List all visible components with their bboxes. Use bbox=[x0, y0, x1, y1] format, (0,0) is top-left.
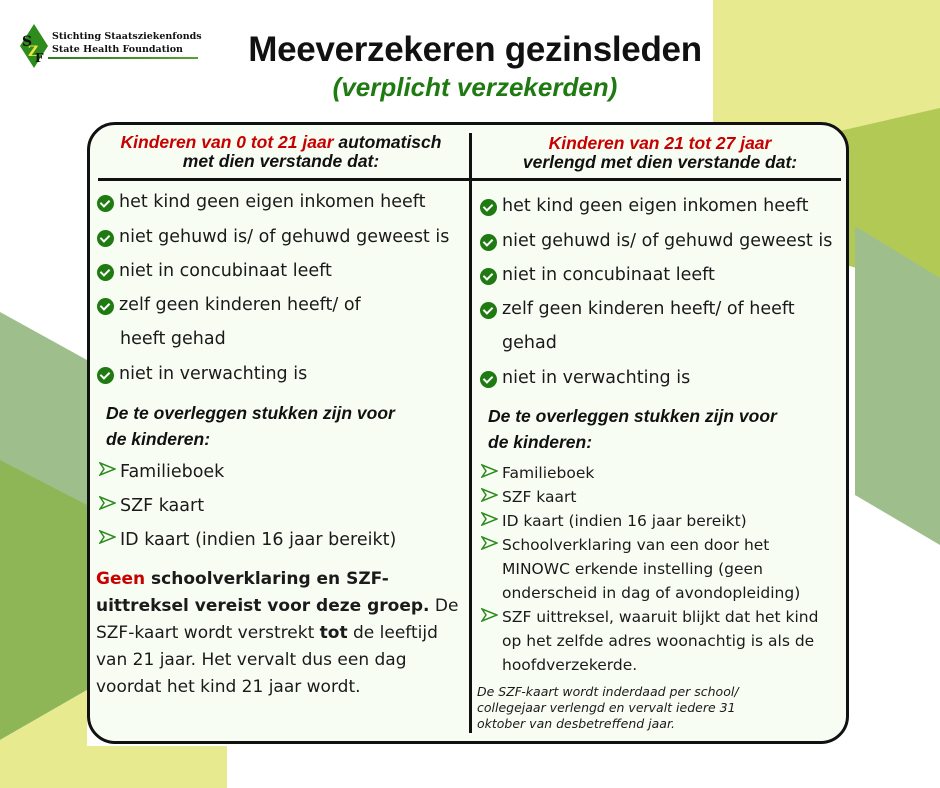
svg-text:F: F bbox=[35, 51, 44, 65]
note-text: De SZF-kaart wordt verstrekt bbox=[96, 596, 459, 643]
document-text: MINOWC erkende instelling (geen bbox=[502, 560, 763, 578]
condition-text: niet gehuwd is/ of gehuwd geweest is bbox=[119, 227, 450, 247]
arrow-right-icon bbox=[481, 512, 498, 526]
logo-underline bbox=[48, 57, 198, 59]
right-heading-condition: verlengd met dien verstande dat: bbox=[522, 152, 798, 172]
check-circle-icon bbox=[97, 298, 114, 315]
right-condition-item bbox=[480, 368, 690, 388]
check-circle-icon bbox=[480, 199, 497, 216]
check-circle-icon bbox=[480, 268, 497, 285]
note-line: collegejaar verlengd en vervalt iedere 31 bbox=[477, 700, 736, 715]
arrow-right-icon bbox=[481, 488, 498, 502]
right-heading-age-range: Kinderen van 21 tot 27 jaar bbox=[548, 133, 772, 153]
document-text: Schoolverklaring van een door het bbox=[502, 536, 770, 554]
right-condition-item bbox=[480, 265, 715, 285]
right-column-heading bbox=[480, 134, 840, 172]
arrow-right-icon bbox=[99, 462, 116, 476]
left-document-item bbox=[99, 530, 396, 550]
logo-org-name-nl: Stichting Staatsziekenfonds bbox=[52, 31, 202, 42]
arrow-right-icon bbox=[481, 536, 498, 550]
document-text: hoofdverzekerde. bbox=[502, 656, 638, 674]
right-document-item bbox=[481, 488, 576, 506]
document-text: Familieboek bbox=[120, 462, 225, 482]
right-document-item bbox=[481, 536, 769, 554]
left-documents-heading bbox=[106, 400, 395, 452]
note-line: De SZF-kaart wordt inderdaad per school/ bbox=[477, 684, 739, 699]
check-circle-icon bbox=[97, 195, 114, 212]
document-text: onderscheid in dag of avondopleiding) bbox=[502, 584, 801, 602]
left-condition-item bbox=[97, 261, 332, 281]
left-condition-continuation: heeft gehad bbox=[120, 329, 226, 349]
left-condition-item bbox=[97, 295, 361, 315]
condition-text: het kind geen eigen inkomen heeft bbox=[502, 196, 809, 216]
check-circle-icon bbox=[97, 230, 114, 247]
right-condition-item bbox=[480, 299, 795, 319]
left-column-heading bbox=[96, 133, 466, 171]
check-circle-icon bbox=[97, 367, 114, 384]
right-document-continuation bbox=[502, 632, 814, 650]
right-document-item bbox=[481, 608, 818, 626]
right-document-continuation bbox=[502, 560, 763, 578]
document-text: SZF uittreksel, waaruit blijkt dat het kind bbox=[502, 608, 819, 626]
svg-text:S: S bbox=[22, 34, 33, 50]
condition-text: niet in concubinaat leeft bbox=[119, 261, 332, 281]
right-document-item bbox=[481, 464, 594, 482]
right-document-item bbox=[481, 512, 747, 530]
right-note bbox=[477, 684, 847, 732]
left-document-item bbox=[99, 462, 224, 482]
note-bold-tot: tot bbox=[319, 623, 348, 643]
right-condition-item bbox=[480, 196, 808, 216]
docs-heading-line: de kinderen: bbox=[488, 432, 593, 452]
left-header-divider bbox=[98, 178, 471, 181]
arrow-right-icon bbox=[99, 530, 116, 544]
svg-text:Z: Z bbox=[28, 44, 39, 60]
arrow-right-icon bbox=[99, 496, 116, 510]
docs-heading-line: De te overleggen stukken zijn voor bbox=[106, 403, 395, 423]
page-subtitle: (verplicht verzekerden) bbox=[332, 72, 618, 102]
right-document-continuation bbox=[502, 584, 800, 602]
check-circle-icon bbox=[480, 371, 497, 388]
right-condition-item bbox=[480, 231, 832, 251]
logo-org-name-en: State Health Foundation bbox=[52, 44, 183, 55]
document-text: op het zelfde adres woonachtig is als de bbox=[502, 632, 815, 650]
left-condition-item bbox=[97, 227, 449, 247]
note-bold-requirement: schoolverklaring en SZF-uittreksel vereist voor deze groep. bbox=[96, 569, 430, 616]
condition-text: zelf geen kinderen heeft/ of heeft bbox=[502, 299, 795, 319]
right-condition-continuation: gehad bbox=[502, 333, 557, 353]
left-heading-condition: met dien verstande dat: bbox=[182, 151, 380, 171]
note-geen: Geen bbox=[96, 569, 146, 589]
page-title: Meeverzekeren gezinsleden bbox=[248, 30, 702, 69]
condition-text: niet in verwachting is bbox=[119, 364, 308, 384]
right-document-continuation bbox=[502, 656, 637, 674]
document-text: ID kaart (indien 16 jaar bereikt) bbox=[502, 512, 747, 530]
condition-text: zelf geen kinderen heeft/ of bbox=[119, 295, 361, 315]
condition-text: het kind geen eigen inkomen heeft bbox=[119, 192, 426, 212]
condition-text: niet in concubinaat leeft bbox=[502, 265, 715, 285]
left-note bbox=[96, 566, 471, 701]
left-heading-automatic: automatisch bbox=[333, 132, 442, 152]
right-documents-heading bbox=[488, 403, 777, 455]
arrow-right-icon bbox=[481, 464, 498, 478]
left-condition-item bbox=[97, 192, 425, 212]
condition-text: niet gehuwd is/ of gehuwd geweest is bbox=[502, 231, 833, 251]
left-document-item bbox=[99, 496, 204, 516]
logo-diamond-icon bbox=[20, 24, 48, 68]
bg-sage-right bbox=[855, 226, 940, 545]
check-circle-icon bbox=[480, 234, 497, 251]
document-text: SZF kaart bbox=[120, 496, 205, 516]
right-header-divider bbox=[469, 178, 841, 181]
check-circle-icon bbox=[480, 302, 497, 319]
check-circle-icon bbox=[97, 264, 114, 281]
document-text: Familieboek bbox=[502, 464, 595, 482]
note-line: oktober van desbetreffend jaar. bbox=[477, 716, 675, 731]
document-text: ID kaart (indien 16 jaar bereikt) bbox=[120, 530, 397, 550]
arrow-right-icon bbox=[481, 608, 498, 622]
left-heading-age-range: Kinderen van 0 tot 21 jaar bbox=[120, 132, 334, 152]
document-text: SZF kaart bbox=[502, 488, 577, 506]
docs-heading-line: de kinderen: bbox=[106, 429, 211, 449]
left-condition-item bbox=[97, 364, 307, 384]
docs-heading-line: De te overleggen stukken zijn voor bbox=[488, 406, 777, 426]
szf-logo bbox=[20, 24, 200, 68]
note-text: de leeftijd van 21 jaar. Het vervalt dus een dag voordat het kind 21 jaar wordt. bbox=[96, 623, 438, 697]
condition-text: niet in verwachting is bbox=[502, 368, 691, 388]
